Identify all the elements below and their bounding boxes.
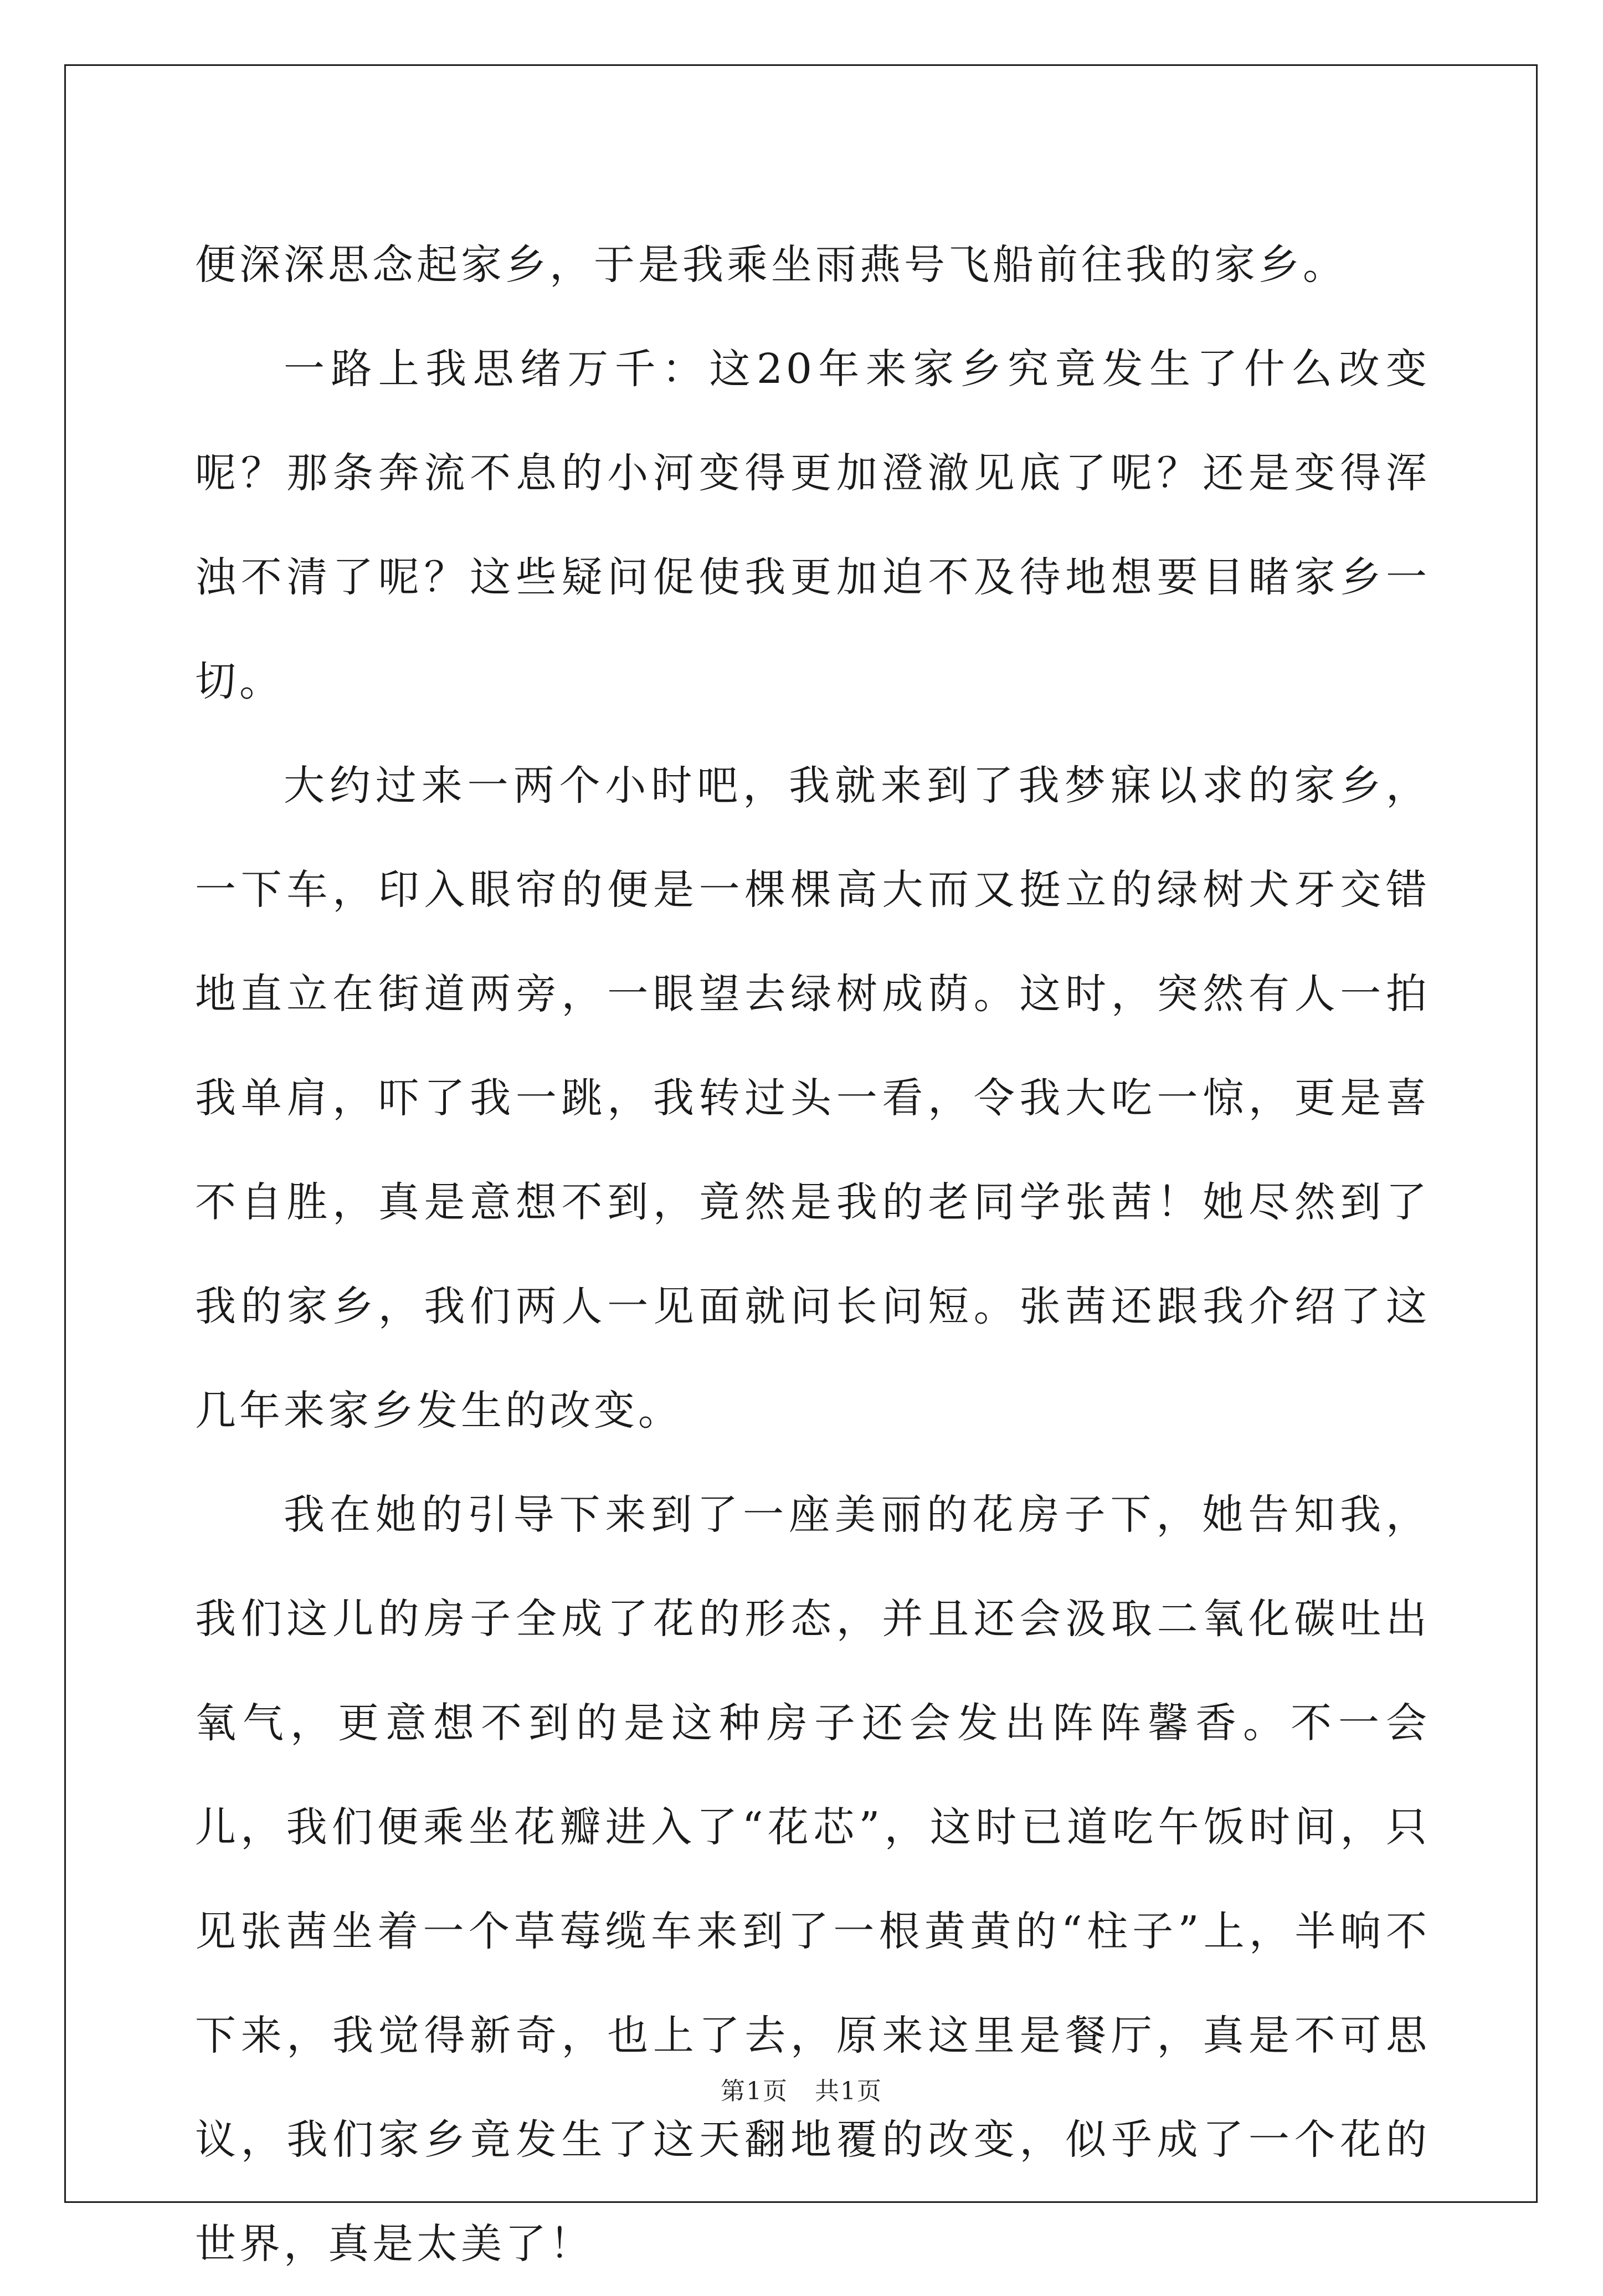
- paragraph: 大约过来一两个小时吧，我就来到了我梦寐以求的家乡，一下车，印入眼帘的便是一棵棵高大而又挺立的绿树犬牙交错地直立在街道两旁，一眼望去绿树成荫。这时，突然有人一拍我单肩，吓了我一跳，我转过头一看，令我大吃一惊，更是喜不自胜，真是意想不到，竟然是我的老同学张茜！她尽然到了我的家乡，我们两人一见面就问长问短。张茜还跟我介绍了这几年来家乡发生的改变。: [195, 762, 1430, 1434]
- paragraph: 一路上我思绪万千：这20年来家乡究竟发生了什么改变呢？那条奔流不息的小河变得更加澄澈见底了呢？还是变得浑浊不清了呢？这些疑问促使我更加迫不及待地想要目睹家乡一切。: [195, 345, 1430, 705]
- page-number: 第1页: [721, 2077, 788, 2105]
- page-total: 共1页: [815, 2077, 882, 2105]
- document-body: [195, 213, 1430, 2296]
- page-footer: [0, 2071, 1603, 2107]
- paragraph: 我在她的引导下来到了一座美丽的花房子下，她告知我，我们这儿的房子全成了花的形态，并且还会汲取二氧化碳吐出氧气，更意想不到的是这种房子还会发出阵阵馨香。不一会儿，我们便乘坐花瓣进入了“花芯”，这时已道吃午饭时间，只见张茜坐着一个草莓缆车来到了一根黄黄的“柱子”上，半晌不下来，我觉得新奇，也上了去，原来这里是餐厅，真是不可思议，我们家乡竟发生了这天翻地覆的改变，似乎成了一个花的世界，真是太美了！: [195, 1491, 1430, 2268]
- paragraph: 便深深思念起家乡，于是我乘坐雨燕号飞船前往我的家乡。: [195, 241, 1347, 289]
